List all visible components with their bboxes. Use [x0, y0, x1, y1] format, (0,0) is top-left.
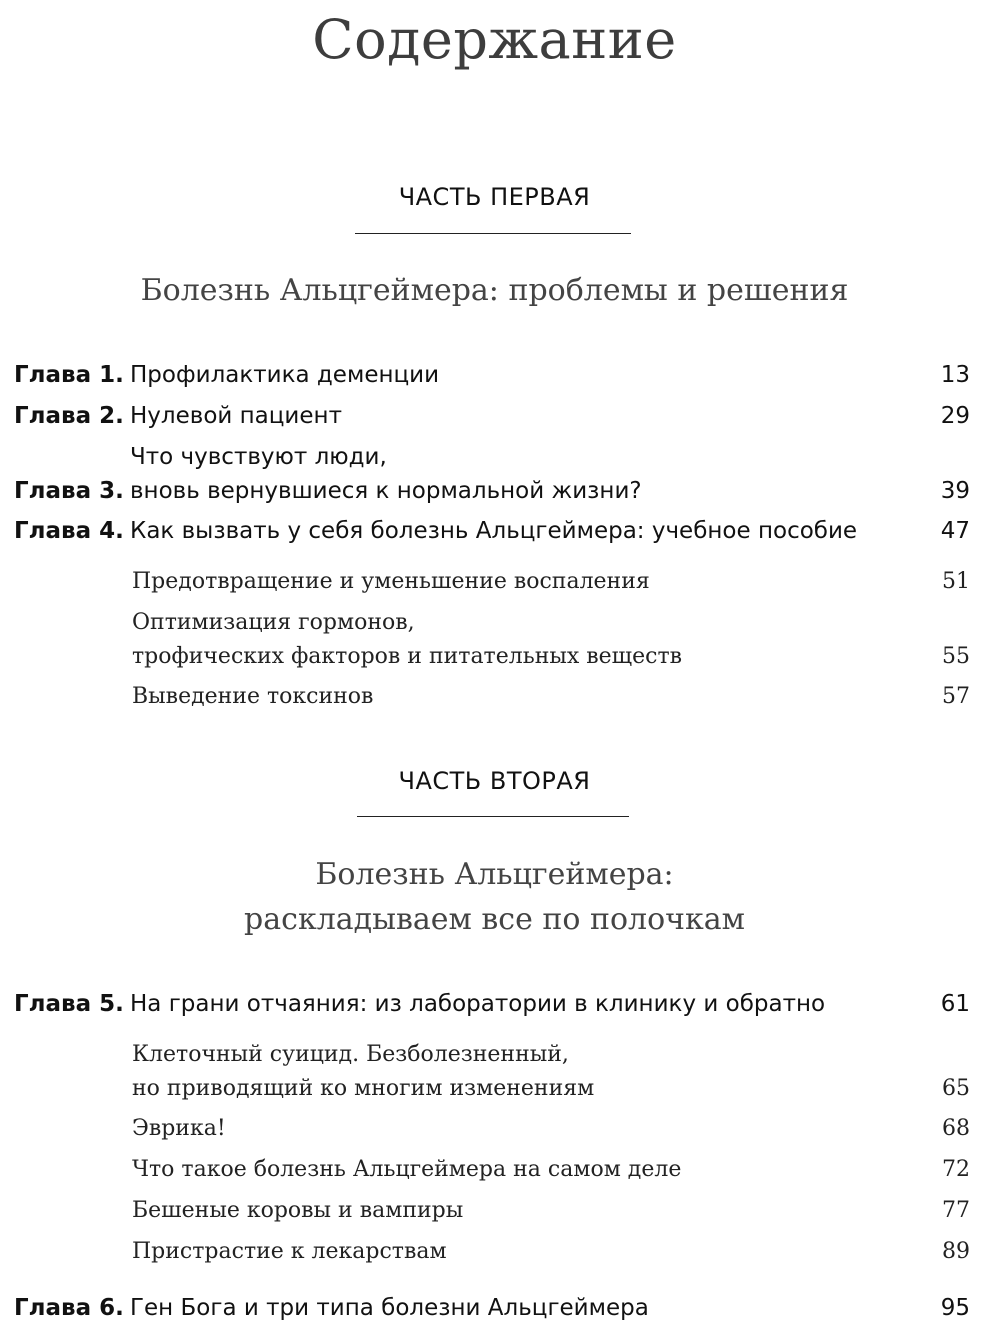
- chapter-title: Ген Бога и три типа болезни Альцгеймера: [130, 1295, 649, 1321]
- page-number: 89: [942, 1239, 970, 1264]
- page-number: 51: [942, 569, 970, 594]
- toc-chapter-1[interactable]: [14, 358, 970, 392]
- page-number: 39: [940, 478, 970, 504]
- page-number: 57: [942, 684, 970, 709]
- part-one-title: Болезнь Альцгеймера: проблемы и решения: [140, 273, 849, 308]
- chapter-label: Глава 6.: [14, 1295, 124, 1321]
- part-two-label: ЧАСТЬ ВТОРАЯ: [398, 767, 591, 795]
- section-title-line: трофических факторов и питательных веществ: [132, 644, 683, 669]
- toc-section[interactable]: [14, 565, 970, 599]
- toc-chapter-4[interactable]: [14, 514, 970, 548]
- page-number: 47: [940, 518, 970, 544]
- section-title: Предотвращение и уменьшение воспаления: [132, 569, 650, 594]
- part-two-title: [0, 852, 989, 942]
- part-two-title-line: Болезнь Альцгеймера:: [315, 857, 674, 892]
- page-number: 68: [942, 1116, 970, 1141]
- section-title: [132, 606, 910, 674]
- toc-section[interactable]: [14, 1153, 970, 1187]
- toc-chapter-6[interactable]: [14, 1291, 970, 1325]
- section-title: Пристрастие к лекарствам: [132, 1239, 447, 1264]
- chapter-title: Нулевой пациент: [130, 403, 342, 429]
- toc-section[interactable]: [14, 1038, 970, 1106]
- part-one-divider: [355, 233, 631, 234]
- toc-section[interactable]: [14, 1112, 970, 1146]
- part-one-label: ЧАСТЬ ПЕРВАЯ: [398, 183, 591, 211]
- toc-section[interactable]: [14, 1235, 970, 1269]
- section-title: [132, 1038, 910, 1106]
- page-number: 95: [940, 1295, 970, 1321]
- chapter-label: Глава 4.: [14, 518, 124, 544]
- toc-section[interactable]: [14, 606, 970, 674]
- toc-chapter-3[interactable]: [14, 440, 970, 508]
- chapter-label: Глава 1.: [14, 362, 124, 388]
- toc-chapter-5[interactable]: [14, 987, 970, 1021]
- section-title-line: но приводящий ко многим изменениям: [132, 1076, 595, 1101]
- chapter-title-line: Что чувствуют люди,: [130, 444, 387, 470]
- chapter-label: Глава 5.: [14, 991, 124, 1017]
- part-two-divider: [357, 816, 629, 817]
- chapter-title: [130, 440, 910, 508]
- section-title-line: Оптимизация гормонов,: [132, 610, 415, 635]
- chapter-title: На грани отчаяния: из лаборатории в клинику и обратно: [130, 991, 826, 1017]
- page-title: Содержание: [312, 8, 677, 71]
- part-two-title-line: раскладываем все по полочкам: [244, 902, 745, 937]
- page-number: 55: [942, 644, 970, 669]
- page-number: 65: [942, 1076, 970, 1101]
- section-title: Выведение токсинов: [132, 684, 374, 709]
- section-title: Эврика!: [132, 1116, 226, 1141]
- chapter-label: Глава 3.: [14, 478, 124, 504]
- chapter-title: Профилактика деменции: [130, 362, 440, 388]
- page-number: 61: [940, 991, 970, 1017]
- chapter-title: Как вызвать у себя болезнь Альцгеймера: учебное пособие: [130, 518, 858, 544]
- page-number: 72: [942, 1157, 970, 1182]
- section-title-line: Клеточный суицид. Безболезненный,: [132, 1042, 569, 1067]
- chapter-label: Глава 2.: [14, 403, 124, 429]
- chapter-title-line: вновь вернувшиеся к нормальной жизни?: [130, 478, 642, 504]
- page-number: 13: [940, 362, 970, 388]
- toc-chapter-2[interactable]: [14, 399, 970, 433]
- toc-section[interactable]: [14, 680, 970, 714]
- section-title: Бешеные коровы и вампиры: [132, 1198, 464, 1223]
- page-number: 77: [942, 1198, 970, 1223]
- section-title: Что такое болезнь Альцгеймера на самом деле: [132, 1157, 682, 1182]
- page-number: 29: [940, 403, 970, 429]
- toc-section[interactable]: [14, 1194, 970, 1228]
